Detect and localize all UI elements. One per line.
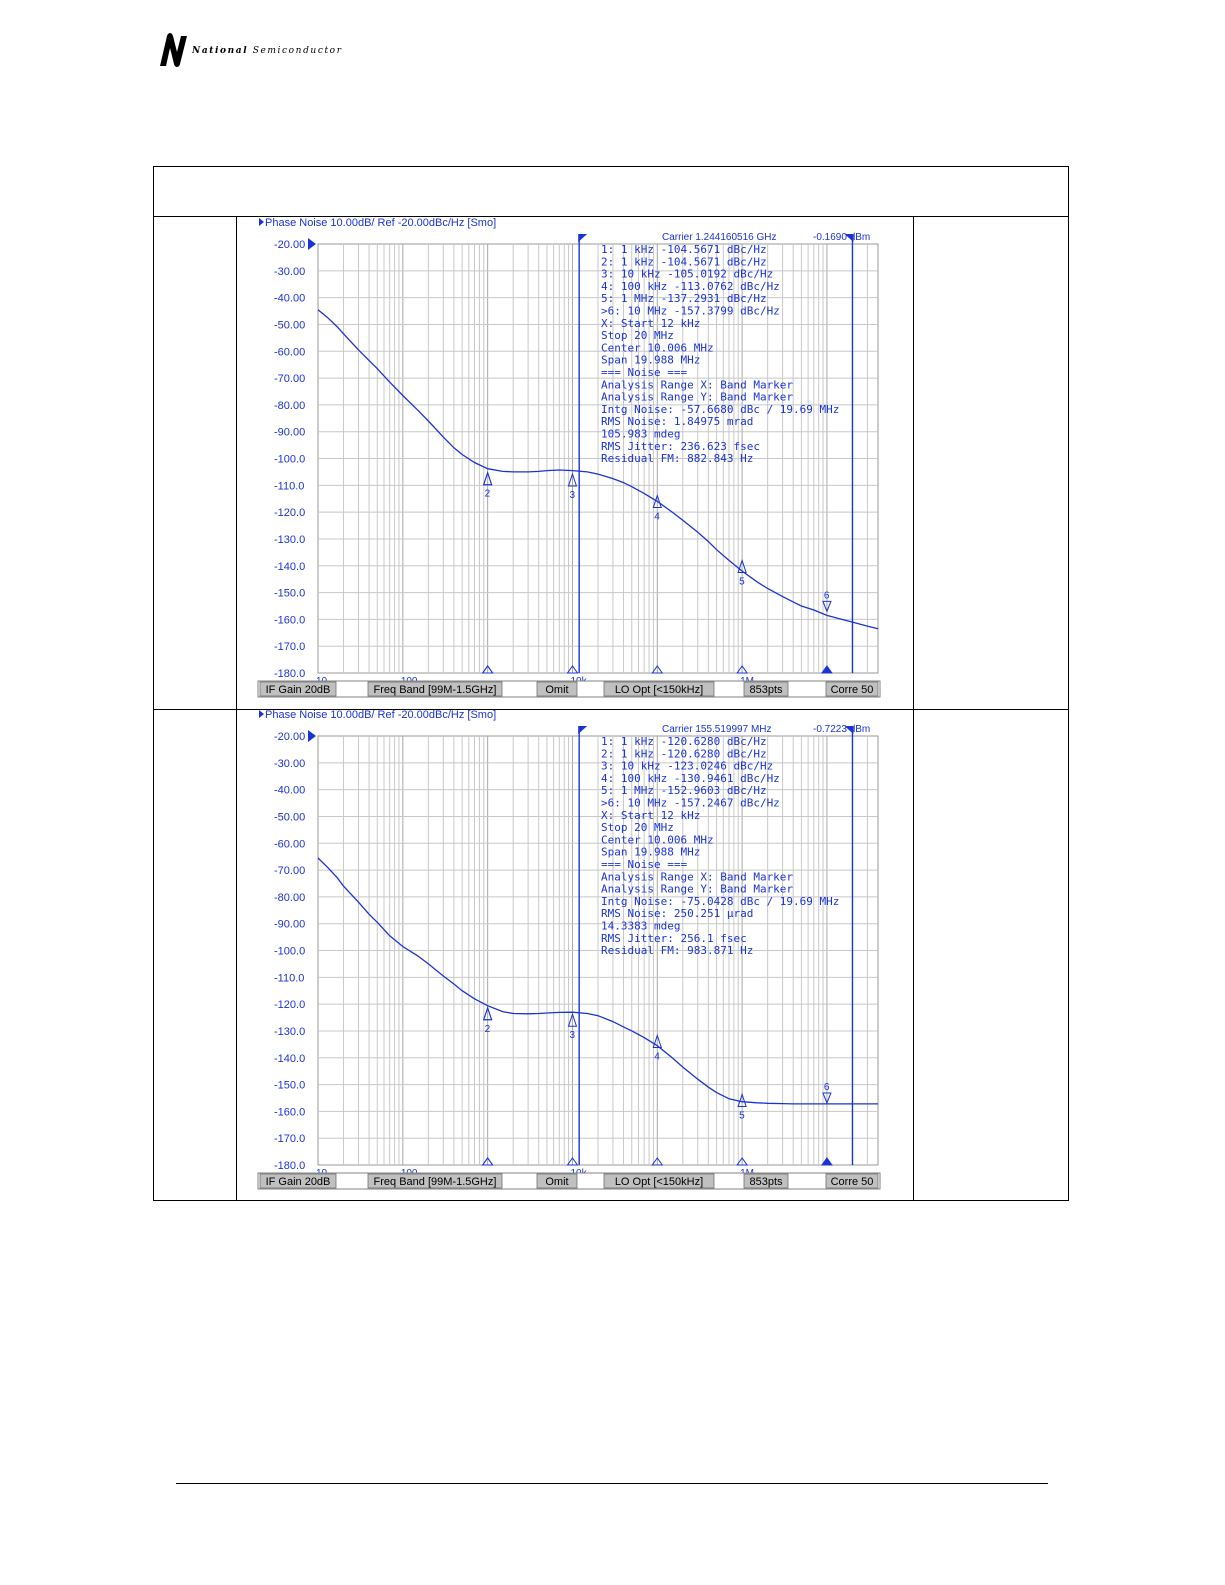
marker-label: 3 xyxy=(569,1030,576,1042)
y-tick-label: -120.0 xyxy=(274,999,306,1012)
annotation-line: 4: 100 kHz -130.9461 dBc/Hz xyxy=(601,771,780,785)
carrier-power: -0.1690 dBm xyxy=(813,232,871,243)
annotation-line: Center 10.006 MHz xyxy=(601,341,714,355)
annotation-line: === Noise === xyxy=(601,366,688,379)
marker-label: 6 xyxy=(823,590,830,602)
annotation-line: Analysis Range Y: Band Marker xyxy=(601,882,794,896)
status-cell-label: Omit xyxy=(545,1176,569,1188)
status-cell-label: Freq Band [99M-1.5GHz] xyxy=(373,684,497,696)
annotation-line: Analysis Range Y: Band Marker xyxy=(601,390,794,404)
y-tick-label: -130.0 xyxy=(274,1025,306,1038)
annotation-line: 3: 10 kHz -105.0192 dBc/Hz xyxy=(601,267,774,281)
annotation-line: Span 19.988 MHz xyxy=(601,353,701,367)
marker-label: 2 xyxy=(484,488,491,500)
y-tick-label: -60.00 xyxy=(274,346,306,359)
y-tick-label: -40.00 xyxy=(274,784,306,797)
annotation-line: X: Start 12 kHz xyxy=(601,316,701,330)
y-tick-label: -110.0 xyxy=(274,480,305,493)
logo-rest-word: Semiconductor xyxy=(252,46,343,56)
reference-level-icon xyxy=(308,730,316,742)
annotation-line: Span 19.988 MHz xyxy=(601,845,701,859)
status-cell-label: IF Gain 20dB xyxy=(265,684,331,696)
y-tick-label: -80.00 xyxy=(274,891,306,904)
footer-rule xyxy=(176,1483,1048,1484)
chart-title: Phase Noise 10.00dB/ Ref -20.00dBc/Hz [Smo] xyxy=(265,217,497,229)
marker-label: 3 xyxy=(569,489,576,501)
status-cell-label: IF Gain 20dB xyxy=(265,1176,331,1188)
logo-bold-word: National xyxy=(192,46,249,56)
y-tick-label: -80.00 xyxy=(274,399,306,412)
y-tick-label: -140.0 xyxy=(274,1052,306,1065)
carrier-frequency: Carrier 1.244160516 GHz xyxy=(662,232,777,243)
annotation-line: 3: 10 kHz -123.0246 dBc/Hz xyxy=(601,759,774,773)
annotation-line: 5: 1 MHz -137.2931 dBc/Hz xyxy=(601,292,767,306)
annotation-line: 5: 1 MHz -152.9603 dBc/Hz xyxy=(601,784,767,798)
chart-title: Phase Noise 10.00dB/ Ref -20.00dBc/Hz [Smo] xyxy=(265,709,497,721)
y-tick-label: -60.00 xyxy=(274,838,306,851)
annotation-line: Residual FM: 983.871 Hz xyxy=(601,944,754,958)
y-tick-label: -20.00 xyxy=(274,731,306,743)
carrier-frequency: Carrier 155.519997 MHz xyxy=(662,724,772,735)
status-cell-label: Freq Band [99M-1.5GHz] xyxy=(373,1176,497,1188)
y-tick-label: -40.00 xyxy=(274,292,306,305)
annotation-line: 2: 1 kHz -104.5671 dBc/Hz xyxy=(601,255,767,269)
y-tick-label: -160.0 xyxy=(274,614,306,627)
annotation-line: >6: 10 MHz -157.2467 dBc/Hz xyxy=(601,796,780,810)
y-tick-label: -100.0 xyxy=(274,945,306,958)
y-tick-label: -30.00 xyxy=(274,265,306,278)
annotation-line: Analysis Range X: Band Marker xyxy=(601,870,794,884)
annotation-line: Center 10.006 MHz xyxy=(601,833,714,847)
status-cell-label: LO Opt [<150kHz] xyxy=(614,684,704,696)
status-cell-label: Corre 50 xyxy=(830,684,874,696)
y-tick-label: -160.0 xyxy=(274,1106,306,1119)
annotation-line: === Noise === xyxy=(601,858,688,871)
annotation-line: 1: 1 kHz -120.6280 dBc/Hz xyxy=(601,735,767,748)
status-cell-label: 853pts xyxy=(749,684,783,696)
y-tick-label: -70.00 xyxy=(274,373,306,386)
y-tick-label: -110.0 xyxy=(274,972,305,985)
marker-label: 5 xyxy=(739,576,745,588)
y-tick-label: -100.0 xyxy=(274,453,306,466)
marker-label: 2 xyxy=(484,1023,491,1035)
annotation-line: Stop 20 MHz xyxy=(601,821,674,835)
y-tick-label: -90.00 xyxy=(274,918,306,931)
annotation-line: 4: 100 kHz -113.0762 dBc/Hz xyxy=(601,279,780,293)
y-tick-label: -150.0 xyxy=(274,587,306,600)
annotation-line: RMS Noise: 250.251 µrad xyxy=(601,907,754,921)
y-tick-label: -30.00 xyxy=(274,757,306,770)
annotation-line: RMS Jitter: 236.623 fsec xyxy=(601,439,760,453)
y-tick-label: -180.0 xyxy=(274,668,306,680)
y-tick-label: -70.00 xyxy=(274,865,306,878)
annotation-line: RMS Jitter: 256.1 fsec xyxy=(601,931,747,945)
marker-label: 4 xyxy=(654,1051,660,1063)
marker-label: 5 xyxy=(739,1110,745,1122)
y-tick-label: -90.00 xyxy=(274,426,306,439)
annotation-line: 105.983 mdeg xyxy=(601,427,681,441)
annotation-line: Residual FM: 882.843 Hz xyxy=(601,452,754,466)
range-start-flag-icon xyxy=(578,726,587,734)
status-cell-label: LO Opt [<150kHz] xyxy=(614,1176,704,1188)
annotation-line: RMS Noise: 1.84975 mrad xyxy=(601,415,754,429)
carrier-power: -0.7223 dBm xyxy=(813,724,871,735)
marker-label: 6 xyxy=(823,1081,830,1093)
status-cell-label: Omit xyxy=(545,684,569,696)
y-tick-label: -130.0 xyxy=(274,533,306,546)
y-tick-label: -50.00 xyxy=(274,811,306,824)
y-tick-label: -120.0 xyxy=(274,507,306,520)
y-tick-label: -20.00 xyxy=(274,239,306,251)
y-tick-label: -170.0 xyxy=(274,641,306,654)
annotation-line: 1: 1 kHz -104.5671 dBc/Hz xyxy=(601,243,767,256)
y-tick-label: -170.0 xyxy=(274,1133,306,1146)
status-cell-label: Corre 50 xyxy=(830,1176,874,1188)
y-tick-label: -50.00 xyxy=(274,319,306,332)
annotation-line: Analysis Range X: Band Marker xyxy=(601,378,794,392)
status-cell-label: 853pts xyxy=(749,1176,783,1188)
title-arrow-icon xyxy=(259,710,264,718)
annotation-line: 14.3383 mdeg xyxy=(601,919,681,933)
annotation-line: 2: 1 kHz -120.6280 dBc/Hz xyxy=(601,747,767,761)
annotation-line: Intg Noise: -57.6680 dBc / 19.69 MHz xyxy=(601,402,840,416)
annotation-line: >6: 10 MHz -157.3799 dBc/Hz xyxy=(601,304,780,318)
y-tick-label: -180.0 xyxy=(274,1160,306,1172)
annotation-line: Stop 20 MHz xyxy=(601,329,674,343)
marker-label: 4 xyxy=(654,511,660,523)
annotation-line: X: Start 12 kHz xyxy=(601,808,701,822)
y-tick-label: -150.0 xyxy=(274,1079,306,1092)
y-tick-label: -140.0 xyxy=(274,560,306,573)
annotation-line: Intg Noise: -75.0428 dBc / 19.69 MHz xyxy=(601,894,840,908)
